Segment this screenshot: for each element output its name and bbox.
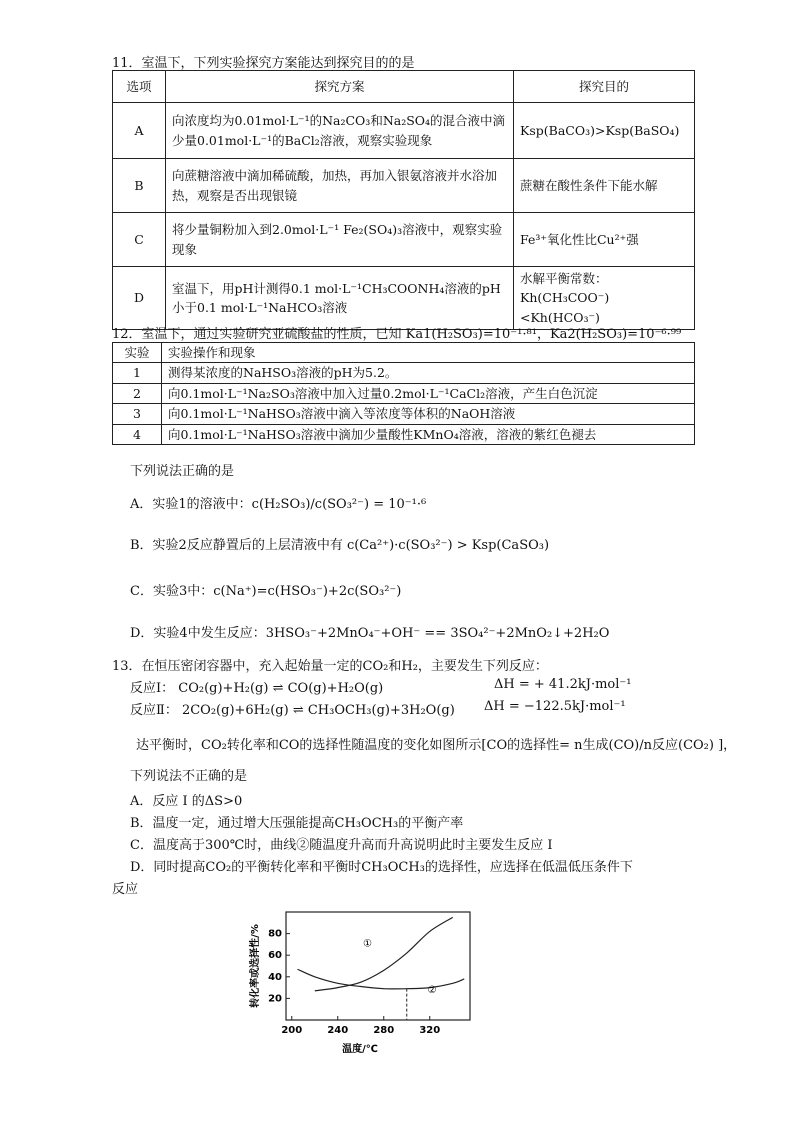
- plot-frame: [286, 912, 470, 1020]
- y-axis-label: 转化率或选择性/%: [250, 924, 261, 1008]
- y-tick-label: 80: [268, 928, 282, 940]
- table-row: [113, 71, 695, 103]
- option-label: D: [113, 267, 166, 330]
- x-tick-label: 280: [373, 1025, 395, 1036]
- option-label: C: [113, 213, 166, 267]
- header-goal: 探究目的: [514, 71, 695, 103]
- table-row: [113, 267, 695, 330]
- q13-prompt: 下列说法不正确的是: [130, 769, 248, 784]
- x-axis-label: 温度/℃: [342, 1044, 378, 1055]
- table-row: [113, 159, 695, 213]
- series-label-2: ②: [427, 985, 437, 996]
- series-line-1: [315, 917, 453, 990]
- q13-option-b: B．温度一定，通过增大压强能提高CH₃OCH₃的平衡产率: [130, 816, 464, 831]
- exp-number: 3: [113, 404, 162, 424]
- table-row: [113, 103, 695, 159]
- q13-reaction-2-dh: ΔH = −122.5kJ·mol⁻¹: [484, 699, 626, 714]
- q13-title: 13．在恒压密闭容器中，充入起始量一定的CO₂和H₂，主要发生下列反应：: [112, 659, 548, 674]
- option-label: B: [113, 159, 166, 213]
- goal-cell: 蔗糖在酸性条件下能水解: [514, 159, 695, 213]
- table-row: [113, 383, 695, 403]
- goal-cell: Fe³⁺氧化性比Cu²⁺强: [514, 213, 695, 267]
- plan-cell: 将少量铜粉加入到2.0mol·L⁻¹ Fe₂(SO₄)₃溶液中，观察实验现象: [166, 213, 514, 267]
- table-row: [113, 213, 695, 267]
- x-tick-label: 240: [327, 1025, 349, 1036]
- exp-number: 2: [113, 383, 162, 403]
- q12-option-a: A．实验1的溶液中：c(H₂SO₃)/c(SO₃²⁻) = 10⁻¹·⁶: [130, 497, 427, 512]
- goal-cell: Ksp(BaCO₃)>Ksp(BaSO₄): [514, 103, 695, 159]
- q11-title: 11．室温下，下列实验探究方案能达到探究目的的是: [112, 56, 415, 71]
- q12-option-b: B．实验2反应静置后的上层清液中有 c(Ca²⁺)·c(SO₃²⁻) > Ksp(CaSO₃): [130, 538, 550, 553]
- x-tick-label: 200: [281, 1025, 303, 1036]
- q13-option-d: D．同时提高CO₂的平衡转化率和平衡时CH₃OCH₃的选择性，应选择在低温低压条件下: [130, 860, 633, 875]
- header-exp: 实验: [113, 343, 162, 363]
- exp-text: 测得某浓度的NaHSO₃溶液的pH为5.2。: [162, 363, 695, 383]
- table-row: [113, 424, 695, 444]
- q12-option-c: C．实验3中：c(Na⁺)=c(HSO₃⁻)+2c(SO₃²⁻): [130, 584, 402, 599]
- q12-table: [112, 342, 695, 445]
- y-tick-label: 40: [268, 971, 282, 983]
- option-label: A: [113, 103, 166, 159]
- plan-cell: 向浓度均为0.01mol·L⁻¹的Na₂CO₃和Na₂SO₄的混合液中滴少量0.01mol·L⁻¹的BaCl₂溶液，观察实验现象: [166, 103, 514, 159]
- header-op: 实验操作和现象: [162, 343, 695, 363]
- header-option: 选项: [113, 71, 166, 103]
- table-row: [113, 343, 695, 363]
- x-tick-label: 320: [419, 1025, 441, 1036]
- q11-table: [112, 70, 695, 330]
- q12-prompt: 下列说法正确的是: [130, 464, 235, 479]
- table-row: [113, 404, 695, 424]
- y-tick-label: 20: [268, 993, 282, 1005]
- q13-reaction-2: 反应Ⅱ： 2CO₂(g)+6H₂(g) ⇌ CH₃OCH₃(g)+3H₂O(g): [130, 703, 455, 718]
- header-plan: 探究方案: [166, 71, 514, 103]
- plan-cell: 向蔗糖溶液中滴加稀硫酸，加热，再加入银氨溶液并水浴加热，观察是否出现银镜: [166, 159, 514, 213]
- q12-option-d: D．实验4中发生反应：3HSO₃⁻+2MnO₄⁻+OH⁻ == 3SO₄²⁻+2MnO₂↓+2H₂O: [130, 626, 610, 641]
- series-label-1: ①: [363, 938, 373, 950]
- exp-number: 4: [113, 424, 162, 444]
- table-row: [113, 363, 695, 383]
- q13-description: 达平衡时，CO₂转化率和CO的选择性随温度的变化如图所示[CO的选择性= n生成(CO)/n反应(CO₂) ]，: [136, 738, 737, 753]
- exp-text: 向0.1mol·L⁻¹Na₂SO₃溶液中加入过量0.2mol·L⁻¹CaCl₂溶液，产生白色沉淀: [162, 383, 695, 403]
- conversion-selectivity-chart: [240, 900, 480, 1060]
- q12-title: 12．室温下，通过实验研究亚硫酸盐的性质，已知 Ka1(H₂SO₃)=10⁻¹·⁸¹，Ka2(H₂SO₃)=10⁻⁶·⁹⁹: [112, 327, 682, 342]
- goal-cell: 水解平衡常数：Kh(CH₃COO⁻)<Kh(HCO₃⁻): [514, 267, 695, 330]
- q13-reaction-1-dh: ΔH = + 41.2kJ·mol⁻¹: [494, 677, 632, 692]
- exp-number: 1: [113, 363, 162, 383]
- y-tick-label: 60: [268, 950, 282, 962]
- q13-option-c: C．温度高于300℃时，曲线②随温度升高而升高说明此时主要发生反应 Ⅰ: [130, 838, 553, 853]
- q13-option-d-cont: 反应: [112, 882, 139, 897]
- plan-cell: 室温下，用pH计测得0.1 mol·L⁻¹CH₃COONH₄溶液的pH小于0.1 mol·L⁻¹NaHCO₃溶液: [166, 267, 514, 330]
- q13-option-a: A．反应 Ⅰ 的ΔS>0: [130, 794, 243, 809]
- q13-reaction-1: 反应Ⅰ： CO₂(g)+H₂(g) ⇌ CO(g)+H₂O(g): [130, 681, 384, 696]
- exp-text: 向0.1mol·L⁻¹NaHSO₃溶液中滴加少量酸性KMnO₄溶液，溶液的紫红色褪去: [162, 424, 695, 444]
- exp-text: 向0.1mol·L⁻¹NaHSO₃溶液中滴入等浓度等体积的NaOH溶液: [162, 404, 695, 424]
